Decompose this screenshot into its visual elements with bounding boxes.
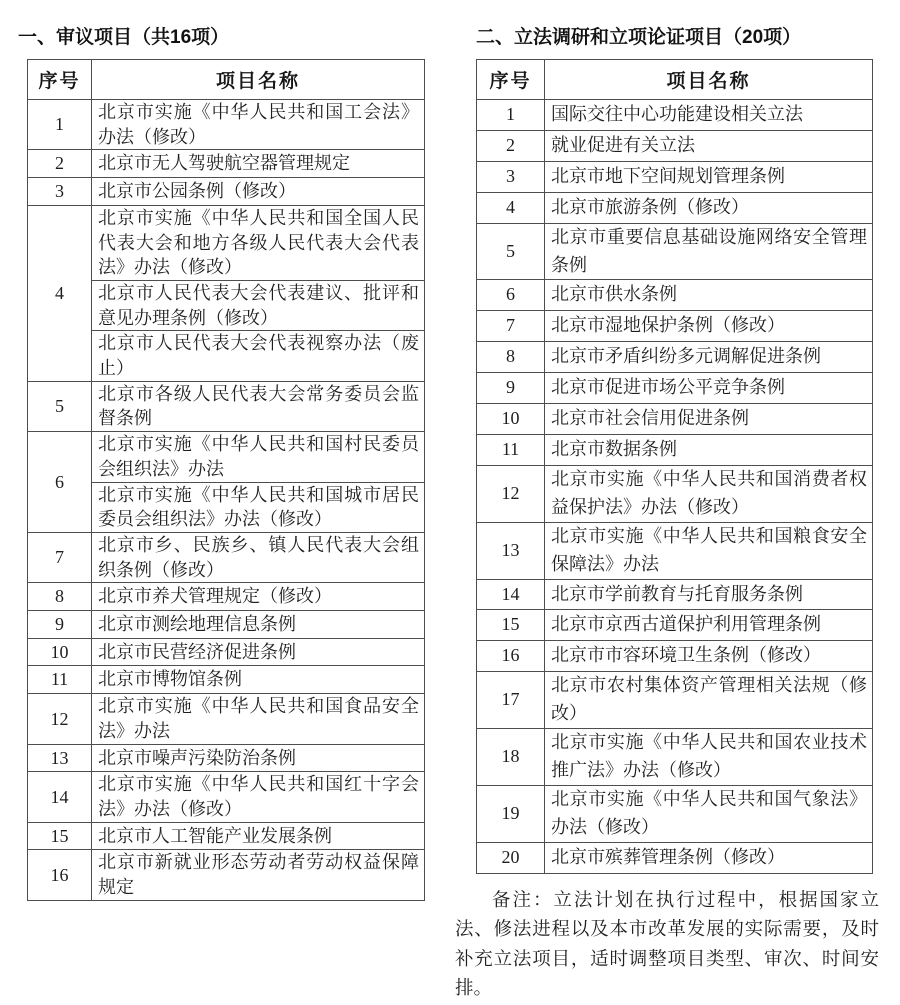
row-number-cell: 4	[28, 205, 92, 381]
table-row	[28, 532, 425, 582]
table-row	[28, 694, 425, 744]
row-number-cell: 10	[477, 404, 545, 435]
table-row	[477, 311, 873, 342]
row-number-cell: 9	[477, 373, 545, 404]
project-name-cell: 北京市实施《中华人民共和国消费者权益保护法》办法（修改）	[545, 465, 873, 522]
table-row	[28, 850, 425, 900]
table-row	[28, 611, 425, 639]
project-name-cell: 北京市实施《中华人民共和国食品安全法》办法	[92, 694, 425, 744]
project-name-cell: 北京市公园条例（修改）	[92, 178, 425, 206]
table-row	[477, 404, 873, 435]
table-row	[28, 100, 425, 150]
project-name-cell: 北京市人民代表大会代表建议、批评和意见办理条例（修改）	[92, 280, 425, 330]
table-row	[28, 178, 425, 206]
project-name-cell: 北京市新就业形态劳动者劳动权益保障规定	[92, 850, 425, 900]
research-projects-table	[476, 59, 873, 874]
row-number-cell: 13	[28, 744, 92, 772]
project-name-cell: 北京市实施《中华人民共和国粮食安全保障法》办法	[545, 522, 873, 579]
project-name-cell: 北京市社会信用促进条例	[545, 404, 873, 435]
project-name-cell: 北京市噪声污染防治条例	[92, 744, 425, 772]
project-name-cell: 北京市实施《中华人民共和国红十字会法》办法（修改）	[92, 772, 425, 822]
table-row	[477, 672, 873, 729]
row-number-cell: 12	[28, 694, 92, 744]
table-row	[28, 432, 425, 482]
column-header-project-name: 项目名称	[545, 60, 873, 100]
section-research-projects	[455, 27, 879, 1005]
table-row	[477, 641, 873, 672]
project-name-cell: 北京市学前教育与托育服务条例	[545, 579, 873, 610]
row-number-cell: 16	[477, 641, 545, 672]
project-name-cell: 北京市博物馆条例	[92, 666, 425, 694]
table-row	[477, 100, 873, 131]
project-name-cell: 北京市实施《中华人民共和国气象法》办法（修改）	[545, 785, 873, 842]
project-name-cell: 国际交往中心功能建设相关立法	[545, 100, 873, 131]
project-name-cell: 北京市供水条例	[545, 280, 873, 311]
project-name-cell: 北京市人民代表大会代表视察办法（废止）	[92, 331, 425, 381]
row-number-cell: 16	[28, 850, 92, 900]
table-row	[477, 579, 873, 610]
project-name-cell: 北京市重要信息基础设施网络安全管理条例	[545, 223, 873, 280]
row-number-cell: 14	[477, 579, 545, 610]
table-header-row	[28, 60, 425, 100]
table-row	[477, 465, 873, 522]
row-number-cell: 18	[477, 729, 545, 786]
table-row	[477, 610, 873, 641]
project-name-cell: 北京市实施《中华人民共和国村民委员会组织法》办法	[92, 432, 425, 482]
table-row	[477, 522, 873, 579]
project-name-cell: 北京市乡、民族乡、镇人民代表大会组织条例（修改）	[92, 532, 425, 582]
row-number-cell: 7	[28, 532, 92, 582]
row-number-cell: 3	[28, 178, 92, 206]
row-number-cell: 2	[28, 150, 92, 178]
row-number-cell: 5	[28, 381, 92, 431]
table-row	[477, 842, 873, 873]
table-row	[28, 150, 425, 178]
section-one-title: 一、审议项目（共16项）	[18, 27, 230, 48]
project-name-cell: 北京市京西古道保护利用管理条例	[545, 610, 873, 641]
project-name-cell: 北京市无人驾驶航空器管理规定	[92, 150, 425, 178]
table-row	[28, 666, 425, 694]
project-name-cell: 北京市市容环境卫生条例（修改）	[545, 641, 873, 672]
row-number-cell: 1	[28, 100, 92, 150]
table-row	[477, 192, 873, 223]
row-number-cell: 6	[477, 280, 545, 311]
row-number-cell: 11	[28, 666, 92, 694]
table-row	[28, 772, 425, 822]
table-row	[477, 223, 873, 280]
section-two-title: 二、立法调研和立项论证项目（20项）	[476, 27, 802, 48]
project-name-cell: 北京市地下空间规划管理条例	[545, 161, 873, 192]
row-number-cell: 11	[477, 434, 545, 465]
table-row	[477, 130, 873, 161]
row-number-cell: 6	[28, 432, 92, 533]
project-name-cell: 北京市各级人民代表大会常务委员会监督条例	[92, 381, 425, 431]
column-header-number: 序号	[28, 60, 92, 100]
project-name-cell: 北京市人工智能产业发展条例	[92, 822, 425, 850]
row-number-cell: 14	[28, 772, 92, 822]
table-row	[28, 381, 425, 431]
row-number-cell: 4	[477, 192, 545, 223]
row-number-cell: 5	[477, 223, 545, 280]
row-number-cell: 1	[477, 100, 545, 131]
table-header-row	[477, 60, 873, 100]
table-row	[477, 785, 873, 842]
project-name-cell: 北京市旅游条例（修改）	[545, 192, 873, 223]
row-number-cell: 15	[477, 610, 545, 641]
row-number-cell: 8	[28, 583, 92, 611]
project-name-cell: 北京市养犬管理规定（修改）	[92, 583, 425, 611]
project-name-cell: 北京市殡葬管理条例（修改）	[545, 842, 873, 873]
row-number-cell: 15	[28, 822, 92, 850]
table-row	[28, 822, 425, 850]
remark-note: 备注：立法计划在执行过程中，根据国家立法、修法进程以及本市改革发展的实际需要，及时补充立法项目，适时调整项目类型、审次、时间安排。	[455, 890, 879, 1000]
project-name-cell: 北京市矛盾纠纷多元调解促进条例	[545, 342, 873, 373]
project-name-cell: 北京市实施《中华人民共和国全国人民代表大会和地方各级人民代表大会代表法》办法（修改）	[92, 205, 425, 280]
row-number-cell: 7	[477, 311, 545, 342]
review-projects-table	[27, 59, 425, 901]
table-row	[28, 744, 425, 772]
table-row	[477, 161, 873, 192]
project-name-cell: 北京市实施《中华人民共和国农业技术推广法》办法（修改）	[545, 729, 873, 786]
table-row	[477, 373, 873, 404]
project-name-cell: 就业促进有关立法	[545, 130, 873, 161]
table-row	[28, 205, 425, 280]
column-header-number: 序号	[477, 60, 545, 100]
table-row	[477, 729, 873, 786]
section-review-projects	[18, 27, 428, 901]
project-name-cell: 北京市测绘地理信息条例	[92, 611, 425, 639]
project-name-cell: 北京市数据条例	[545, 434, 873, 465]
column-header-project-name: 项目名称	[92, 60, 425, 100]
project-name-cell: 北京市实施《中华人民共和国工会法》办法（修改）	[92, 100, 425, 150]
row-number-cell: 8	[477, 342, 545, 373]
project-name-cell: 北京市农村集体资产管理相关法规（修改）	[545, 672, 873, 729]
row-number-cell: 13	[477, 522, 545, 579]
row-number-cell: 19	[477, 785, 545, 842]
table-row	[477, 280, 873, 311]
table-row	[477, 342, 873, 373]
table-row	[477, 434, 873, 465]
row-number-cell: 12	[477, 465, 545, 522]
project-name-cell: 北京市民营经济促进条例	[92, 638, 425, 666]
row-number-cell: 2	[477, 130, 545, 161]
project-name-cell: 北京市促进市场公平竞争条例	[545, 373, 873, 404]
row-number-cell: 20	[477, 842, 545, 873]
table-row	[28, 638, 425, 666]
row-number-cell: 3	[477, 161, 545, 192]
project-name-cell: 北京市实施《中华人民共和国城市居民委员会组织法》办法（修改）	[92, 482, 425, 532]
row-number-cell: 17	[477, 672, 545, 729]
project-name-cell: 北京市湿地保护条例（修改）	[545, 311, 873, 342]
table-row	[28, 583, 425, 611]
row-number-cell: 10	[28, 638, 92, 666]
row-number-cell: 9	[28, 611, 92, 639]
